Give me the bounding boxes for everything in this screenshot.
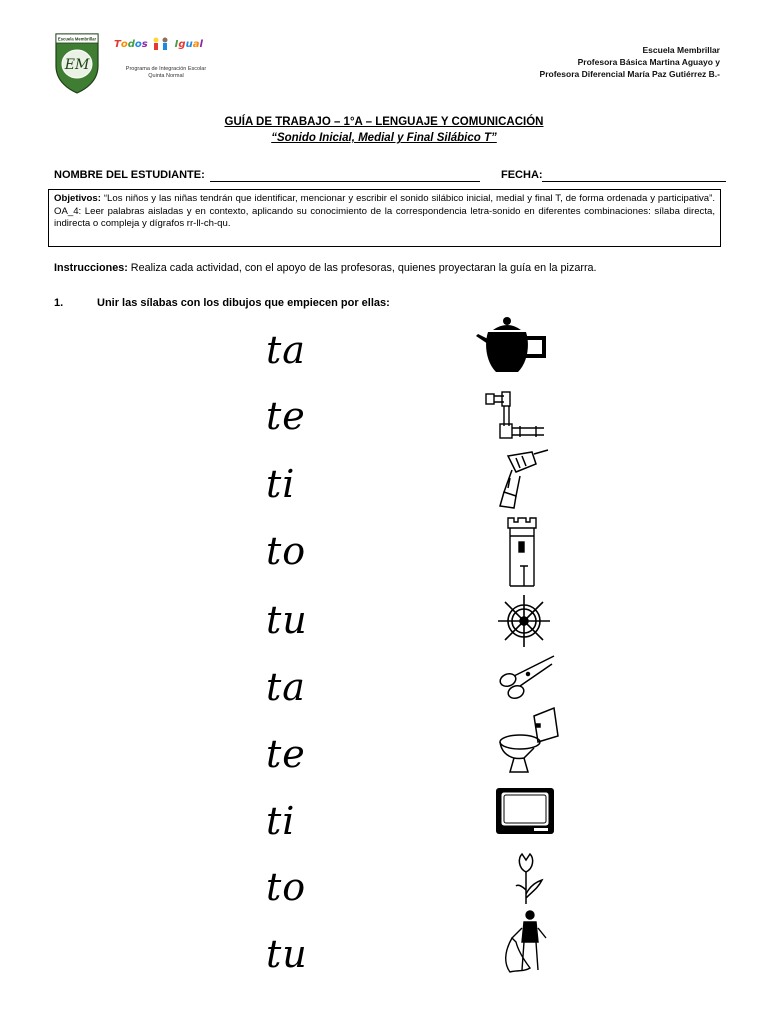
tower-icon[interactable] [504, 516, 540, 588]
syllable-te-1[interactable]: te [266, 394, 306, 438]
worksheet-title: GUÍA DE TRABAJO – 1°A – LENGUAJE Y COMUNICACIÓN [224, 116, 544, 128]
header-teacher-1: Profesora Básica Martina Aguayo y [577, 57, 720, 67]
syllable-ti-1[interactable]: ti [266, 462, 296, 506]
syllable-ta-1[interactable]: ta [266, 328, 306, 372]
bullfighter-icon[interactable] [500, 908, 550, 976]
pie-logo-line2: Quinta Normal [148, 72, 184, 79]
syllable-tu-2[interactable]: tu [266, 932, 308, 976]
pie-logo-line1: Programa de Integración Escolar [125, 66, 207, 72]
student-name-label: NOMBRE DEL ESTUDIANTE: [54, 169, 205, 181]
date-label: FECHA: [501, 169, 543, 181]
header-school-name: Escuela Membrillar [642, 45, 720, 55]
exercise-number: 1. [54, 297, 64, 309]
date-field[interactable] [542, 181, 726, 182]
children-icon [151, 36, 171, 52]
syllable-ta-2[interactable]: ta [266, 665, 306, 709]
worksheet-subtitle: “Sonido Inicial, Medial y Final Silábico T” [271, 132, 497, 144]
pie-logo-title: Todos Igual [114, 36, 218, 58]
objectives-box [48, 189, 721, 247]
header-school-info [540, 44, 720, 80]
instructions-text: Realiza cada actividad, con el apoyo de las profesoras, quienes proyectaran la guía en la pizarra. [127, 262, 597, 274]
tulip-icon[interactable] [512, 850, 546, 906]
school-crest-logo [54, 32, 100, 94]
svg-text:EM: EM [64, 57, 90, 73]
toilet-icon[interactable] [498, 706, 560, 774]
syllable-to-2[interactable]: to [266, 865, 307, 909]
exercise-prompt: Unir las sílabas con los dibujos que empiecen por ellas: [97, 297, 390, 309]
student-name-field[interactable] [210, 181, 480, 182]
syllable-tu-1[interactable]: tu [266, 598, 308, 642]
syllable-to-1[interactable]: to [266, 529, 307, 573]
header-teacher-2: Profesora Diferencial María Paz Gutiérrez B.- [539, 69, 720, 79]
television-icon[interactable] [494, 786, 556, 838]
teapot-icon[interactable] [474, 314, 548, 376]
pipe-icon[interactable] [484, 388, 546, 442]
syllable-te-2[interactable]: te [266, 732, 306, 776]
objectives-label: Objetivos: [54, 193, 101, 204]
ship-wheel-icon[interactable] [496, 593, 552, 649]
pie-program-logo [114, 36, 218, 86]
drill-icon[interactable] [486, 448, 550, 510]
objectives-text: “Los niños y las niñas tendrán que identificar, mencionar y escribir el sonido silábico inicial, medial y final T, de forma ordenada y participativa”. OA_4: Leer palabras aisladas y en contexto, aplicando su conocimiento de la correspondencia letra-sonido en diferentes combinaciones: sílaba directa, indirecta o compleja y dígrafos rr-ll-ch-qu. [54, 193, 715, 229]
instructions [54, 262, 714, 274]
syllable-ti-2[interactable]: ti [266, 799, 296, 843]
instructions-label: Instrucciones: [54, 262, 128, 274]
svg-text:Escuela Membrillar: Escuela Membrillar [57, 36, 97, 42]
scissors-icon[interactable] [498, 654, 556, 700]
